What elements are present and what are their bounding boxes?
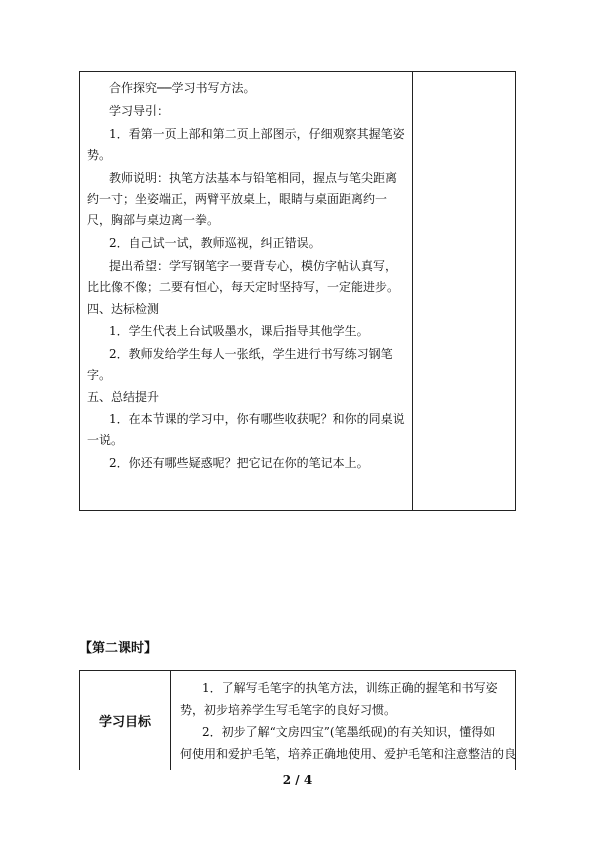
content-line: 1．看第一页上部和第二页上部图示，仔细观察其握笔姿 bbox=[109, 127, 405, 141]
content-line: 合作探究──学习书写方法。 bbox=[109, 81, 256, 95]
content-line: 学习导引： bbox=[109, 104, 170, 118]
objective-line: 2．初步了解“文房四宝”(笔墨纸砚)的有关知识，懂得如 bbox=[202, 725, 496, 739]
content-line: 约一寸；坐姿端正，两臂平放桌上，眼睛与桌面距离约一 bbox=[87, 192, 388, 206]
page-number: 2 / 4 bbox=[282, 773, 313, 787]
content-line: 势。 bbox=[87, 148, 112, 162]
column-divider bbox=[170, 671, 171, 770]
content-line: 2．你还有哪些疑惑呢？把它记在你的笔记本上。 bbox=[109, 456, 369, 470]
content-line: 尺，胸部与桌边离一拳。 bbox=[87, 213, 220, 227]
content-line: 1．在本节课的学习中，你有哪些收获呢？和你的同桌说 bbox=[109, 412, 405, 426]
content-line: 教师说明：执笔方法基本与铅笔相同，握点与笔尖距离 bbox=[109, 171, 398, 185]
column-divider bbox=[412, 72, 413, 510]
lesson-table bbox=[79, 71, 516, 511]
content-line: 字。 bbox=[87, 368, 112, 382]
content-line: 2．教师发给学生每人一张纸，学生进行书写练习钢笔 bbox=[109, 347, 393, 361]
content-line: 一说。 bbox=[87, 433, 124, 447]
objectives-table bbox=[79, 670, 516, 770]
content-line: 四、达标检测 bbox=[87, 302, 160, 316]
objective-line: 何使用和爱护毛笔，培养正确地使用、爱护毛笔和注意整洁的良 bbox=[180, 747, 517, 761]
content-line: 2．自己试一试，教师巡视，纠正错误。 bbox=[109, 236, 321, 250]
objective-line: 1．了解写毛笔字的执笔方法，训练正确的握笔和书写姿 bbox=[202, 681, 498, 695]
content-line: 1．学生代表上台试吸墨水，课后指导其他学生。 bbox=[109, 324, 369, 338]
content-line: 比比像不像；二要有恒心，每天定时坚持写，一定能进步。 bbox=[87, 280, 400, 294]
objective-line: 势，初步培养学生写毛笔字的良好习惯。 bbox=[180, 703, 397, 717]
objectives-label: 学习目标 bbox=[98, 715, 151, 730]
content-line: 五、总结提升 bbox=[87, 390, 160, 404]
content-line: 提出希望：学写钢笔字一要背专心，模仿字帖认真写， bbox=[109, 259, 398, 273]
section-title: 【第二课时】 bbox=[79, 641, 158, 656]
